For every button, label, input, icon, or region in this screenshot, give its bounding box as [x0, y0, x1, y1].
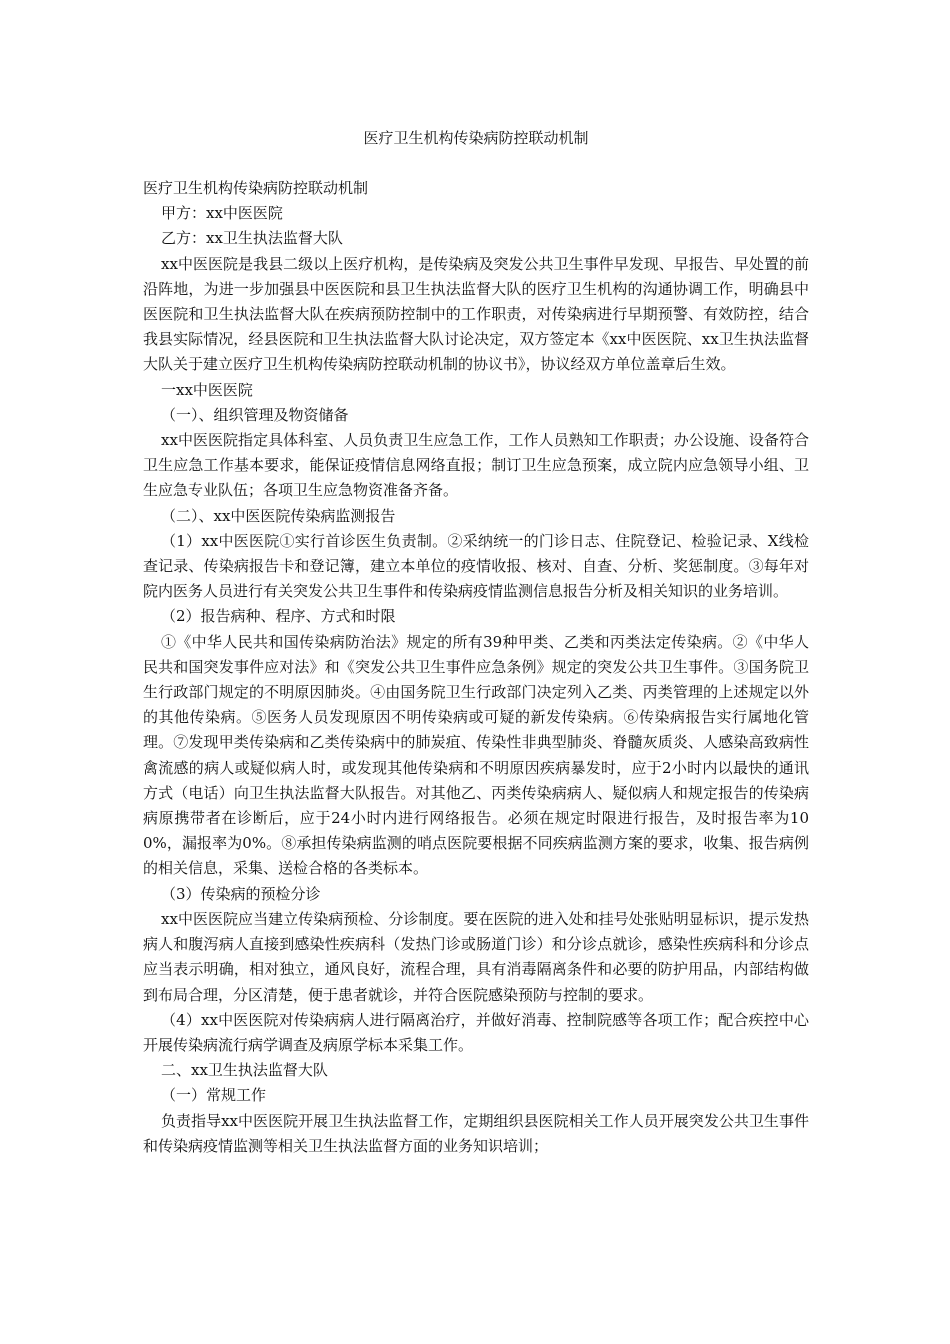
paragraph: （一）常规工作 [161, 1086, 267, 1105]
document-title: 医疗卫生机构传染病防控联动机制 [363, 129, 589, 147]
paragraph: 负责指导xx中医医院开展卫生执法监督工作，定期组织县医院相关工作人员开展突发公共卫生事件和传染病疫情监测等相关卫生执法监督方面的业务知识培训； [143, 1111, 809, 1155]
paragraph: 甲方：xx中医医院 [161, 204, 283, 223]
paragraph: 医疗卫生机构传染病防控联动机制 [143, 179, 369, 197]
paragraph: 乙方：xx卫生执法监督大队 [161, 229, 343, 248]
paragraph: （3）传染病的预检分诊 [161, 884, 321, 903]
paragraph: xx中医医院是我县二级以上医疗机构，是传染病及突发公共卫生事件早发现、早报告、早处置的前沿阵地，为进一步加强县中医医院和县卫生执法监督大队的医疗卫生机构的沟通协调工作，明确县中医医院和卫生执法监督大队在疾病预防控制中的工作职责，对传染病进行早期预警、有效防控，结合我县实际情况，经县医院和卫生执法监督大队讨论决定，双方签定本《xx中医医院、xx卫生执法监督大队关于建立医疗卫生机构传染病防控联动机制的协议书》，协议经双方单位盖章后生效。 [143, 254, 809, 374]
document-body [143, 176, 809, 1159]
paragraph: （一）、组织管理及物资储备 [161, 405, 349, 424]
paragraph: 二、xx卫生执法监督大队 [161, 1061, 328, 1080]
paragraph: （二）、xx中医医院传染病监测报告 [161, 506, 396, 525]
paragraph: （4）xx中医医院对传染病病人进行隔离治疗，并做好消毒、控制院感等各项工作；配合疾控中心开展传染病流行病学调查及病原学标本采集工作。 [143, 1010, 809, 1054]
paragraph: （2）报告病种、程序、方式和时限 [161, 607, 396, 626]
paragraph: xx中医医院应当建立传染病预检、分诊制度。要在医院的进入处和挂号处张贴明显标识，提示发热病人和腹泻病人直接到感染性疾病科（发热门诊或肠道门诊）和分诊点就诊，感染性疾病科和分诊点应当表示明确，相对独立，通风良好，流程合理，具有消毒隔离条件和必要的防护用品，内部结构做到布局合理，分区清楚，便于患者就诊，并符合医院感染预防与控制的要求。 [143, 909, 809, 1004]
paragraph: 一xx中医医院 [161, 380, 253, 399]
paragraph: xx中医医院指定具体科室、人员负责卫生应急工作，工作人员熟知工作职责；办公设施、设备符合卫生应急工作基本要求，能保证疫情信息网络直报；制订卫生应急预案，成立院内应急领导小组、卫生应急专业队伍；各项卫生应急物资准备齐备。 [143, 431, 809, 500]
paragraph: （1）xx中医医院①实行首诊医生负责制。②采纳统一的门诊日志、住院登记、检验记录、X线检查记录、传染病报告卡和登记簿，建立本单位的疫情收报、核对、自查、分析、奖惩制度。③每年对院内医务人员进行有关突发公共卫生事件和传染病疫情监测信息报告分析及相关知识的业务培训。 [143, 531, 809, 601]
paragraph: ①《中华人民共和国传染病防治法》规定的所有39种甲类、乙类和丙类法定传染病。②《中华人民共和国突发事件应对法》和《突发公共卫生事件应急条例》规定的突发公共卫生事件。③国务院卫生行政部门规定的不明原因肺炎。④由国务院卫生行政部门决定列入乙类、丙类管理的上述规定以外的其他传染病。⑤医务人员发现原因不明传染病或可疑的新发传染病。⑥传染病报告实行属地化管理。⑦发现甲类传染病和乙类传染病中的肺炭疽、传染性非典型肺炎、脊髓灰质炎、人感染高致病性禽流感的病人或疑似病人时，或发现其他传染病和不明原因疾病暴发时，应于2小时内以最快的通讯方式（电话）向卫生执法监督大队报告。对其他乙、丙类传染病病人、疑似病人和规定报告的传染病病原携带者在诊断后，应于24小时内进行网络报告。必须在规定时限进行报告，及时报告率为100%，漏报率为0%。⑧承担传染病监测的哨点医院要根据不同疾病监测方案的要求，收集、报告病例的相关信息，采集、送检合格的各类标本。 [143, 632, 809, 878]
